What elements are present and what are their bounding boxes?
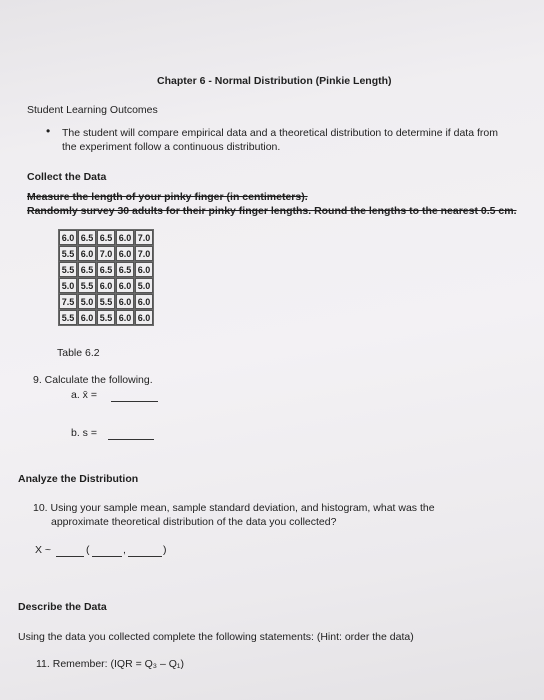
table-cell: 7.0 [135, 246, 153, 261]
table-cell: 6.5 [78, 262, 96, 277]
analyze-heading: Analyze the Distribution [18, 473, 139, 485]
table-cell: 5.5 [59, 262, 77, 277]
open-paren: ( [86, 544, 90, 556]
table-cell: 6.0 [78, 310, 96, 325]
collect-instruction-2: Randomly survey 30 adults for their pinky finger lengths. Round the lengths to the nearest 0.5 cm. [27, 205, 517, 217]
table-cell: 7.0 [97, 246, 115, 261]
table-cell: 6.0 [135, 294, 153, 309]
table-cell: 5.5 [59, 310, 77, 325]
collect-instruction-1: Measure the length of your pinky finger (in centimeters). [27, 191, 308, 203]
table-cell: 6.5 [97, 262, 115, 277]
close-paren: ) [163, 544, 167, 556]
table-row [59, 262, 153, 277]
distribution-type-blank[interactable] [56, 545, 84, 557]
table-cell: 6.0 [116, 230, 134, 245]
table-cell: 6.0 [97, 278, 115, 293]
table-cell: 6.5 [97, 230, 115, 245]
answer-9a-blank[interactable] [111, 389, 158, 402]
table-cell: 7.0 [135, 230, 153, 245]
table-row [59, 294, 153, 309]
table-cell: 7.5 [59, 294, 77, 309]
table-cell: 6.5 [78, 230, 96, 245]
collect-heading: Collect the Data [27, 171, 107, 183]
distribution-mean-blank[interactable] [92, 545, 122, 557]
bullet-point: • [46, 124, 51, 138]
table-cell: 6.0 [78, 246, 96, 261]
describe-instruction: Using the data you collected complete the following statements: (Hint: order the data) [18, 631, 414, 643]
table-cell: 5.0 [59, 278, 77, 293]
question-9b-label: b. s = [71, 427, 97, 439]
table-row [59, 246, 153, 261]
distribution-x-label: X ~ [35, 544, 52, 556]
table-cell: 6.0 [135, 262, 153, 277]
table-cell: 5.5 [97, 310, 115, 325]
table-cell: 5.0 [78, 294, 96, 309]
outcome-line-2: the experiment follow a continuous distribution. [62, 141, 281, 153]
question-10-line-1: 10. Using your sample mean, sample standard deviation, and histogram, what was the [33, 502, 435, 514]
comma: , [123, 544, 126, 556]
table-cell: 5.5 [59, 246, 77, 261]
table-row [59, 230, 153, 245]
table-row [59, 310, 153, 325]
question-9-prompt: 9. Calculate the following. [33, 374, 153, 386]
table-cell: 6.0 [135, 310, 153, 325]
describe-heading: Describe the Data [18, 601, 107, 613]
table-cell: 6.0 [116, 310, 134, 325]
outcome-line-1: The student will compare empirical data and a theoretical distribution to determine if data from [62, 127, 498, 139]
data-table [58, 229, 154, 326]
table-cell: 5.5 [78, 278, 96, 293]
question-9a-label: a. x̄ = [71, 389, 97, 401]
table-row [59, 278, 153, 293]
page-title: Chapter 6 - Normal Distribution (Pinkie Length) [157, 75, 392, 87]
distribution-sd-blank[interactable] [128, 545, 162, 557]
table-cell: 5.5 [97, 294, 115, 309]
outcomes-heading: Student Learning Outcomes [27, 104, 158, 116]
question-10-line-2: approximate theoretical distribution of the data you collected? [51, 516, 337, 528]
table-cell: 6.0 [59, 230, 77, 245]
table-cell: 6.0 [116, 246, 134, 261]
table-cell: 6.0 [116, 294, 134, 309]
table-cell: 5.0 [135, 278, 153, 293]
table-caption: Table 6.2 [57, 347, 100, 359]
question-11-prompt: 11. Remember: (IQR = Q₃ – Q₁) [36, 658, 184, 670]
table-cell: 6.0 [116, 278, 134, 293]
answer-9b-blank[interactable] [108, 427, 154, 440]
table-cell: 6.5 [116, 262, 134, 277]
